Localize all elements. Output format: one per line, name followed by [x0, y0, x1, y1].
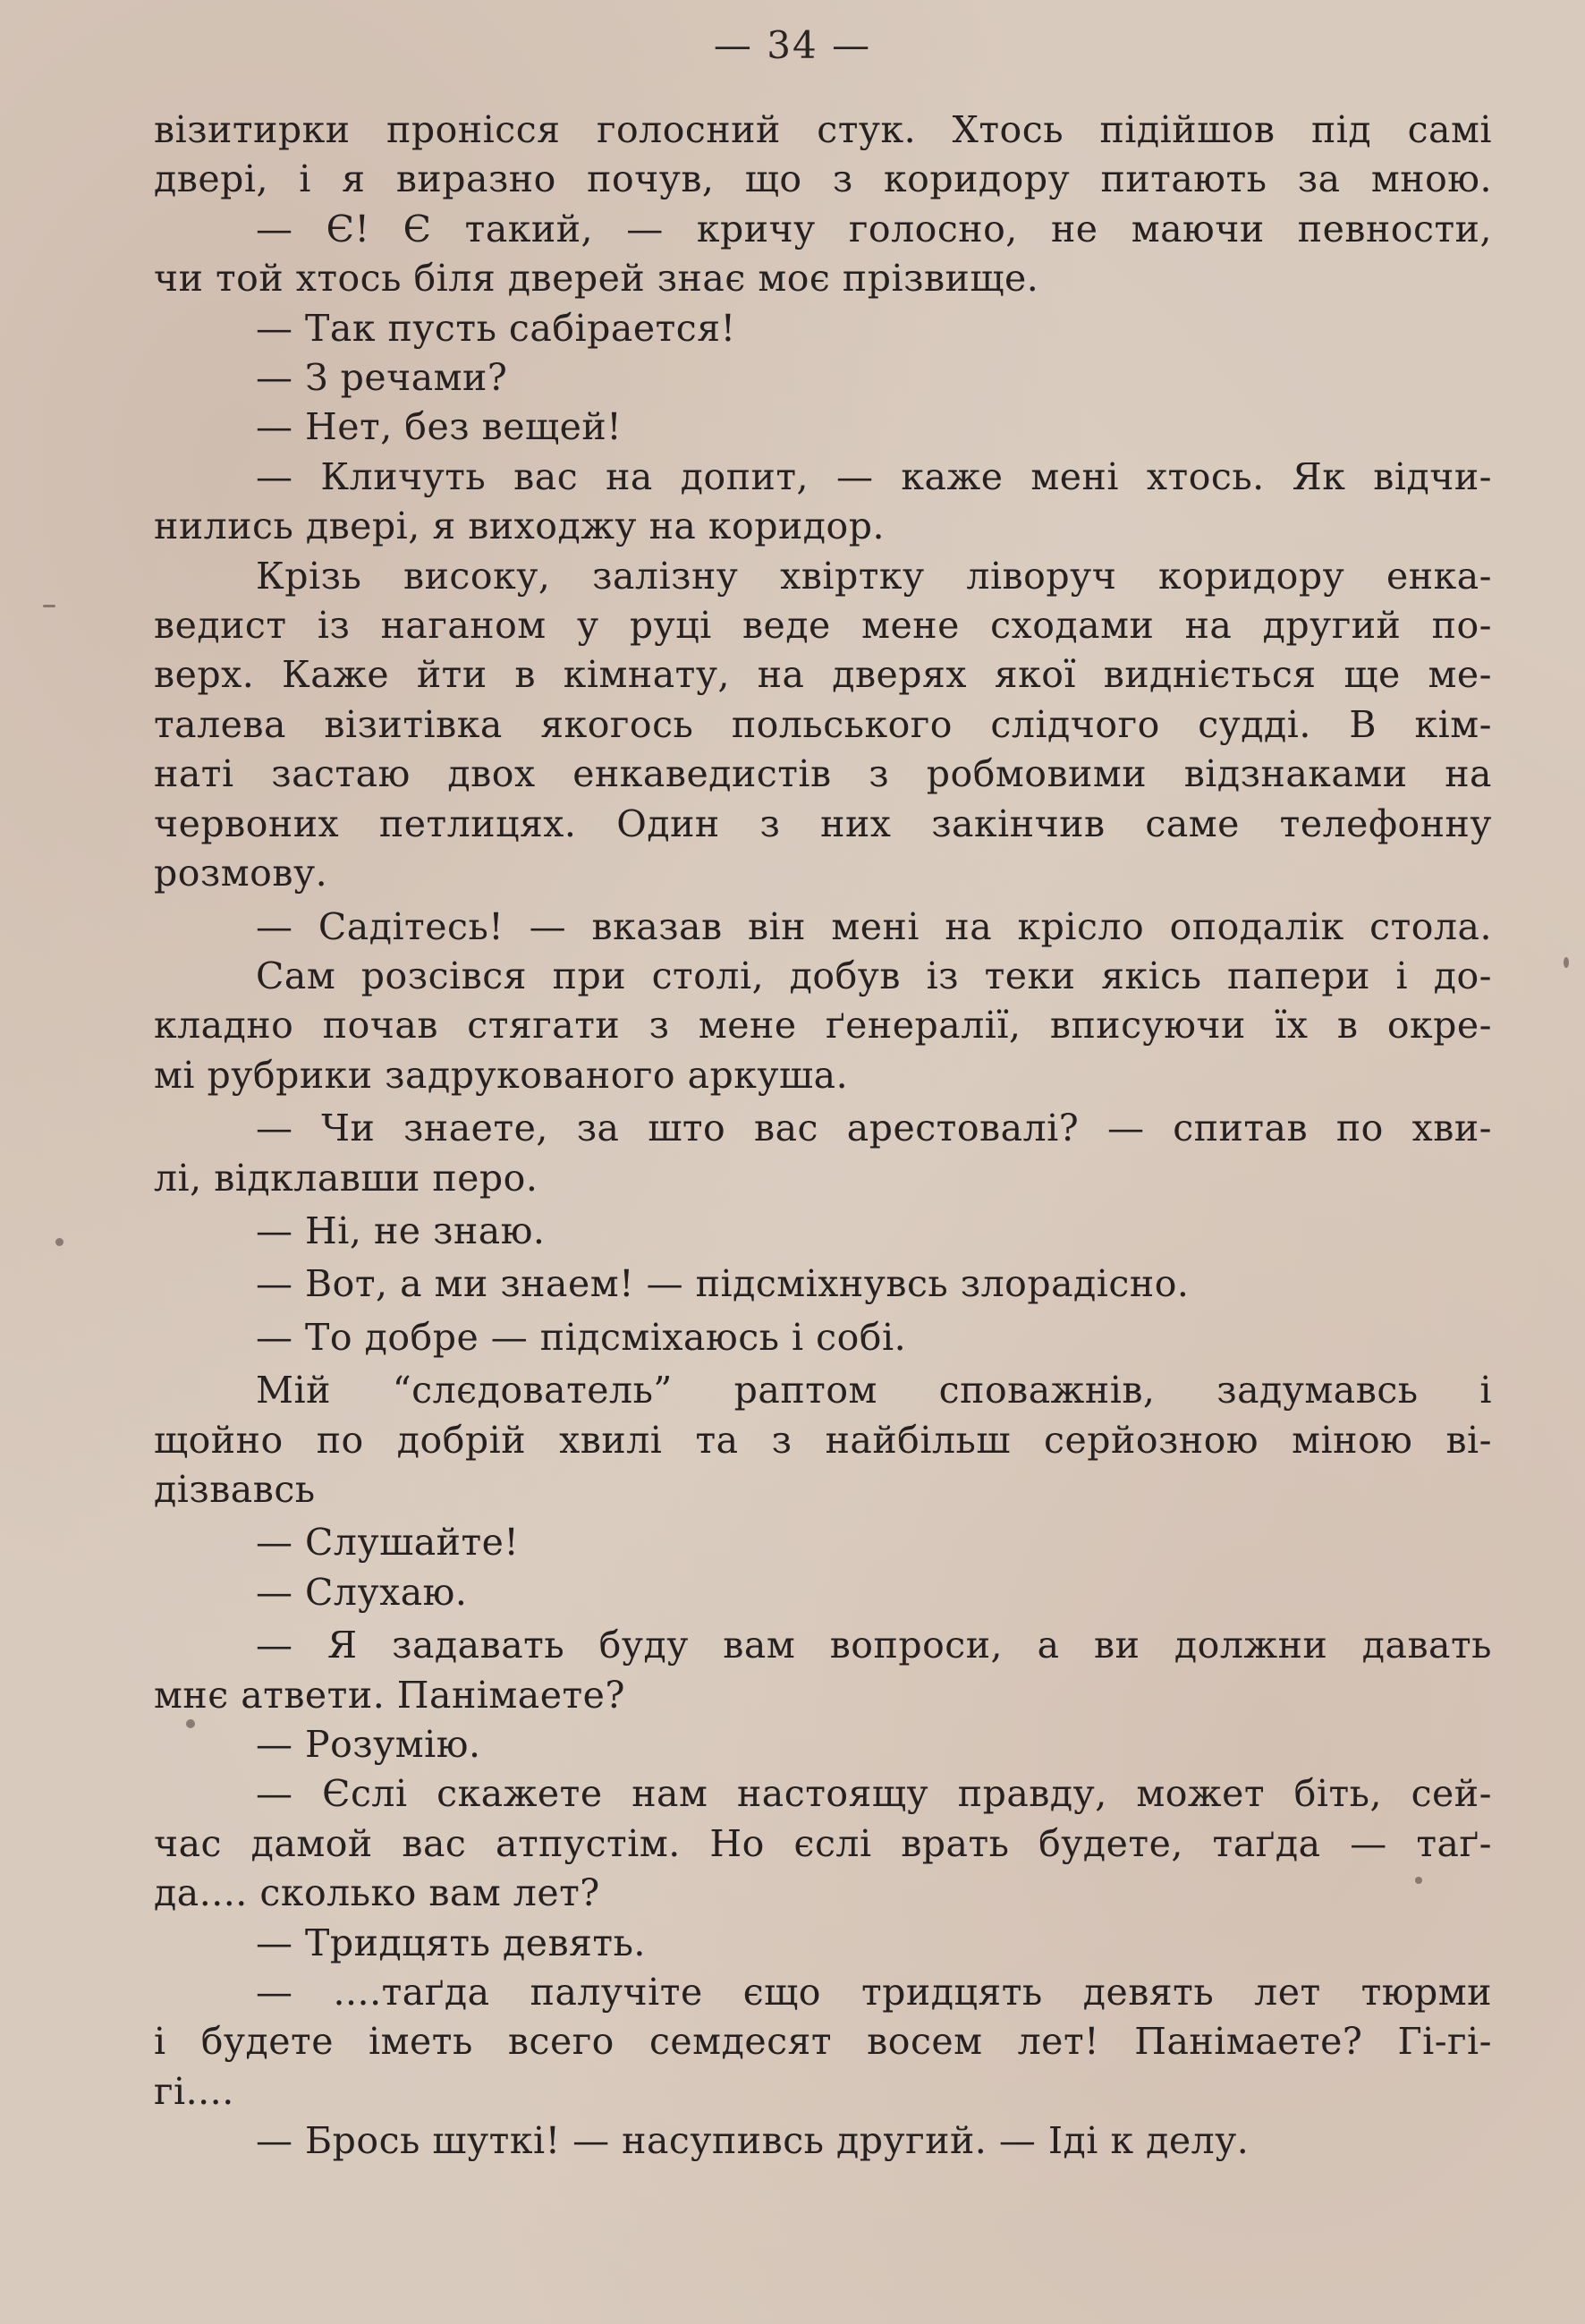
text-line: — Слушайте! — [256, 1521, 520, 1565]
text-line: і будете іметь всего семдесят восем лет! Панімаете? Гі-гі- — [154, 2020, 1492, 2064]
text-line: щойно по добрій хвилі та з найбільш серйозною міною ві- — [154, 1418, 1492, 1462]
text-line: — Нет, без вещей! — [256, 405, 623, 449]
text-line: ведист із наганом у руці веде мене сходами на другий по- — [154, 604, 1492, 648]
text-line: нились двері, я виходжу на коридор. — [154, 505, 885, 548]
text-line: — Тридцять девять. — [256, 1921, 646, 1964]
paper-speck — [186, 1719, 195, 1728]
text-line: — Ні, не знаю. — [256, 1209, 546, 1252]
text-line: — Чи знаете, за што вас арестовалі? — спитав по хви- — [256, 1107, 1492, 1150]
text-line: — Брось шуткі! — насупивсь другий. — Іді к делу. — [256, 2119, 1250, 2163]
paper-speck — [1564, 957, 1569, 968]
text-line: — Так пусть сабірается! — [256, 306, 736, 350]
text-line: лі, відклавши перо. — [154, 1156, 538, 1200]
text-line: — Вот, а ми знаем! — підсміхнувсь злорадісно. — [256, 1262, 1190, 1306]
text-line: наті застаю двох енкаведистів з робмовими відзнаками на — [154, 752, 1492, 796]
text-line: да.... сколько вам лет? — [154, 1871, 600, 1915]
text-line: чи той хтось біля дверей знає моє прізвище. — [154, 257, 1039, 301]
text-line: Крізь високу, залізну хвіртку ліворуч коридору енка- — [256, 554, 1492, 598]
text-line: — Єслі скажете нам настоящу правду, может біть, сей- — [256, 1772, 1492, 1816]
text-line: Сам розсівся при столі, добув із теки якісь папери і до- — [256, 954, 1492, 997]
text-line: червоних петлицях. Один з них закінчив саме телефонну — [154, 802, 1492, 845]
text-line: Мій “слєдователь” раптом споважнів, задумавсь і — [256, 1369, 1492, 1412]
text-line: — Є! Є такий, — кричу голосно, не маючи певности, — [256, 207, 1492, 250]
text-line: розмову. — [154, 852, 328, 895]
paper-speck — [55, 1238, 64, 1246]
text-line: час дамой вас атпустім. Но єслі врать будете, таґда — таґ- — [154, 1821, 1492, 1865]
text-line: верх. Каже йти в кімнату, на дверях якої видніється ще ме- — [154, 653, 1492, 697]
text-line: — Я задавать буду вам вопроси, а ви должни давать — [256, 1624, 1492, 1667]
text-line: — З речами? — [256, 356, 508, 400]
paper-speck — [1415, 1877, 1422, 1884]
text-line: талева візитівка якогось польського слідчого судді. В кім- — [154, 702, 1492, 746]
text-line: двері, і я виразно почув, що з коридору питають за мною. — [154, 157, 1492, 201]
text-line: — Слухаю. — [256, 1570, 468, 1614]
text-line: — Розумію. — [256, 1723, 481, 1766]
text-line: — Кличуть вас на допит, — каже мені хтось. Як відчи- — [256, 454, 1492, 498]
text-line: — ....таґда палучіте єщо тридцять девять лет тюрми — [256, 1971, 1492, 2014]
text-line: дізвавсь — [154, 1467, 316, 1511]
text-line: візитирки пронісся голосний стук. Хтось підійшов під самі — [154, 108, 1492, 151]
body-text — [154, 106, 1492, 2167]
paper-speck — [43, 605, 55, 607]
page-number: — 34 — — [713, 23, 872, 67]
text-line: гі.... — [154, 2069, 234, 2113]
text-line: мнє атвети. Панімаете? — [154, 1673, 625, 1717]
text-line: кладно почав стягати з мене ґенералії, вписуючи їх в окре- — [154, 1004, 1492, 1047]
text-line: — Садітесь! — вказав він мені на крісло оподалік стола. — [256, 904, 1492, 948]
text-line: — То добре — підсміхаюсь і собі. — [256, 1315, 907, 1359]
text-line: мі рубрики задрукованого аркуша. — [154, 1053, 849, 1097]
